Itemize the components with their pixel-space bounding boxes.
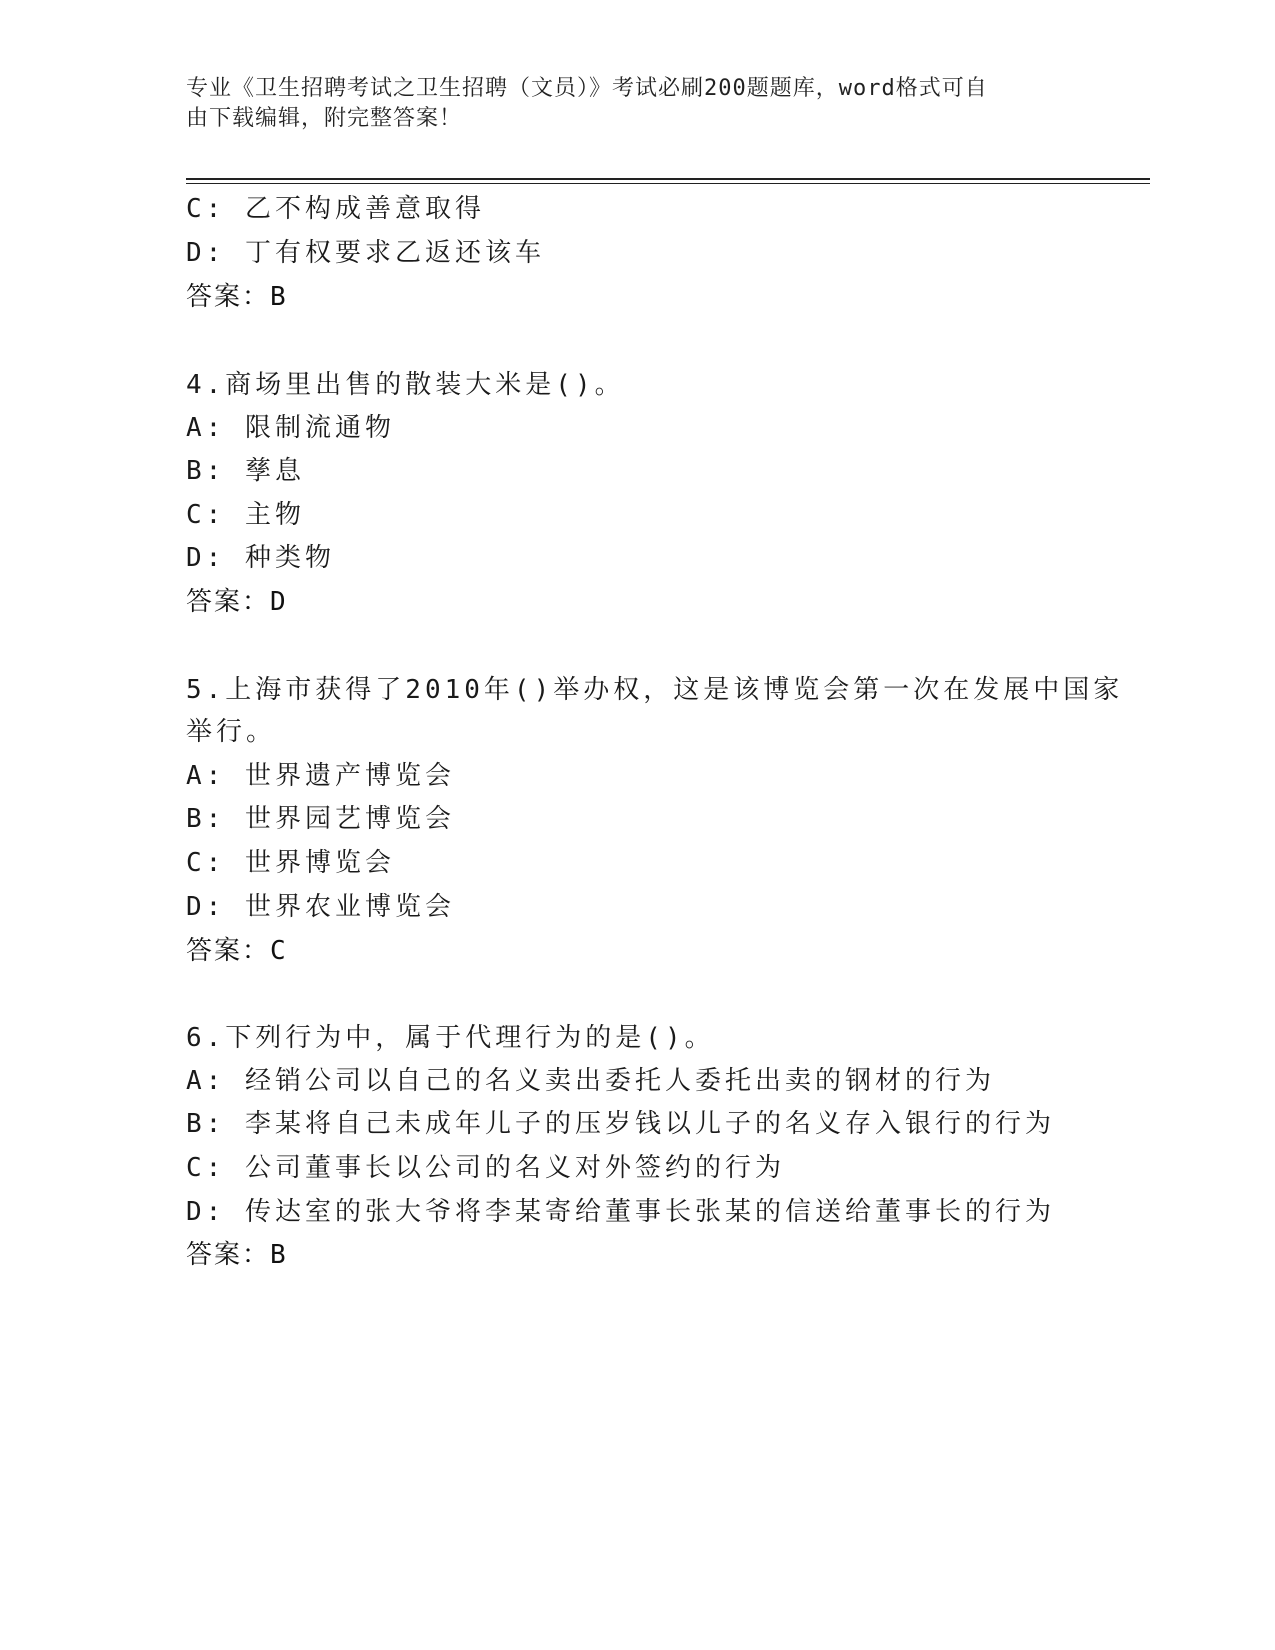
q6-option-d: D: 传达室的张大爷将李某寄给董事长张某的信送给董事长的行为 — [186, 1197, 1055, 1227]
document-header — [186, 74, 1066, 134]
q3-option-c: C: 乙不构成善意取得 — [186, 194, 485, 224]
q4-option-c: C: 主物 — [186, 500, 305, 530]
q5-stem-line-2: 举行。 — [186, 717, 277, 747]
q6-stem: 6.下列行为中，属于代理行为的是()。 — [186, 1023, 715, 1053]
q6-answer — [186, 1234, 286, 1271]
q5-option-b: B: 世界园艺博览会 — [186, 804, 455, 834]
q5-answer — [186, 930, 286, 967]
q5-stem-line-1: 5.上海市获得了2010年()举办权，这是该博览会第一次在发展中国家 — [186, 675, 1124, 705]
header-rule-thick — [186, 178, 1150, 180]
header-line-2: 由下载编辑，附完整答案！ — [186, 106, 463, 131]
q5-option-c: C: 世界博览会 — [186, 848, 395, 878]
q6-option-c: C: 公司董事长以公司的名义对外签约的行为 — [186, 1153, 785, 1183]
q4-answer — [186, 581, 286, 618]
header-rule-thin — [186, 183, 1150, 184]
answer-value: C — [270, 936, 286, 966]
q3-answer — [186, 276, 286, 313]
q4-stem: 4.商场里出售的散装大米是()。 — [186, 370, 625, 400]
header-line-1: 专业《卫生招聘考试之卫生招聘（文员）》考试必刷200题题库，word格式可自 — [186, 76, 988, 101]
q6-option-b: B: 李某将自己未成年儿子的压岁钱以儿子的名义存入银行的行为 — [186, 1109, 1055, 1139]
q6-option-a: A: 经销公司以自己的名义卖出委托人委托出卖的钢材的行为 — [186, 1066, 995, 1096]
answer-value: B — [270, 282, 286, 312]
q5-option-d: D: 世界农业博览会 — [186, 892, 455, 922]
answer-value: B — [270, 1240, 286, 1270]
q5-option-a: A: 世界遗产博览会 — [186, 761, 455, 791]
q4-option-b: B: 孳息 — [186, 456, 305, 486]
q3-option-d: D: 丁有权要求乙返还该车 — [186, 238, 545, 268]
answer-label: 答案： — [186, 936, 271, 966]
answer-label: 答案： — [186, 1240, 271, 1270]
q4-option-d: D: 种类物 — [186, 543, 335, 573]
answer-label: 答案： — [186, 587, 271, 617]
answer-label: 答案： — [186, 282, 271, 312]
q4-option-a: A: 限制流通物 — [186, 413, 395, 443]
answer-value: D — [270, 587, 286, 617]
